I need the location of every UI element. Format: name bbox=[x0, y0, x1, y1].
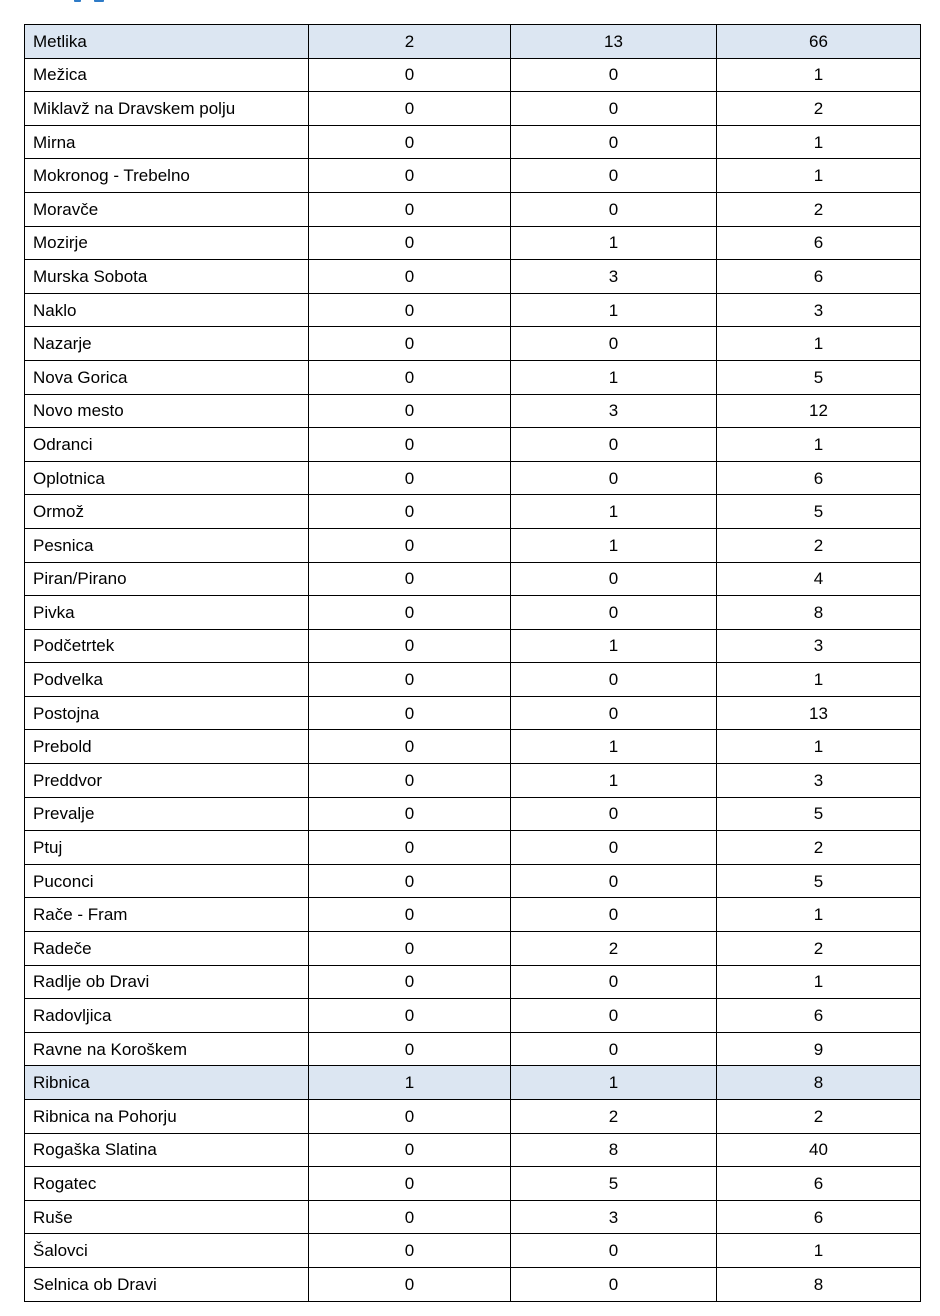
municipality-name-cell: Radovljica bbox=[25, 999, 309, 1033]
value-cell-col3: 6 bbox=[717, 260, 921, 294]
value-cell-col2: 0 bbox=[511, 696, 717, 730]
municipality-name-cell: Pesnica bbox=[25, 528, 309, 562]
value-cell-col3: 6 bbox=[717, 1167, 921, 1201]
value-cell-col3: 2 bbox=[717, 932, 921, 966]
value-cell-col1: 0 bbox=[309, 58, 511, 92]
municipality-name-cell: Ormož bbox=[25, 495, 309, 529]
value-cell-col3: 2 bbox=[717, 92, 921, 126]
value-cell-col2: 0 bbox=[511, 965, 717, 999]
table-row bbox=[25, 226, 921, 260]
value-cell-col1: 0 bbox=[309, 360, 511, 394]
municipality-name-cell: Ravne na Koroškem bbox=[25, 1032, 309, 1066]
value-cell-col3: 5 bbox=[717, 495, 921, 529]
table-row bbox=[25, 495, 921, 529]
value-cell-col2: 13 bbox=[511, 25, 717, 59]
municipality-name-cell: Pivka bbox=[25, 596, 309, 630]
value-cell-col1: 0 bbox=[309, 1234, 511, 1268]
value-cell-col2: 0 bbox=[511, 428, 717, 462]
value-cell-col2: 0 bbox=[511, 562, 717, 596]
value-cell-col1: 0 bbox=[309, 92, 511, 126]
value-cell-col3: 2 bbox=[717, 192, 921, 226]
value-cell-col1: 0 bbox=[309, 663, 511, 697]
value-cell-col1: 0 bbox=[309, 461, 511, 495]
municipality-name-cell: Preddvor bbox=[25, 764, 309, 798]
value-cell-col1: 0 bbox=[309, 226, 511, 260]
municipality-name-cell: Miklavž na Dravskem polju bbox=[25, 92, 309, 126]
value-cell-col1: 2 bbox=[309, 25, 511, 59]
table-row bbox=[25, 92, 921, 126]
value-cell-col1: 0 bbox=[309, 260, 511, 294]
value-cell-col2: 0 bbox=[511, 663, 717, 697]
municipality-name-cell: Ribnica na Pohorju bbox=[25, 1100, 309, 1134]
table-row bbox=[25, 864, 921, 898]
value-cell-col1: 0 bbox=[309, 965, 511, 999]
municipality-name-cell: Novo mesto bbox=[25, 394, 309, 428]
value-cell-col1: 0 bbox=[309, 730, 511, 764]
table-row bbox=[25, 1066, 921, 1100]
table-row bbox=[25, 663, 921, 697]
municipality-name-cell: Ruše bbox=[25, 1200, 309, 1234]
municipality-name-cell: Šalovci bbox=[25, 1234, 309, 1268]
table-row bbox=[25, 293, 921, 327]
value-cell-col3: 5 bbox=[717, 864, 921, 898]
value-cell-col3: 1 bbox=[717, 125, 921, 159]
table-row bbox=[25, 596, 921, 630]
value-cell-col3: 8 bbox=[717, 1267, 921, 1301]
value-cell-col2: 1 bbox=[511, 360, 717, 394]
value-cell-col3: 3 bbox=[717, 764, 921, 798]
municipality-name-cell: Podčetrtek bbox=[25, 629, 309, 663]
value-cell-col1: 0 bbox=[309, 1133, 511, 1167]
municipality-name-cell: Nova Gorica bbox=[25, 360, 309, 394]
table-row bbox=[25, 1032, 921, 1066]
value-cell-col1: 0 bbox=[309, 864, 511, 898]
municipality-name-cell: Radlje ob Dravi bbox=[25, 965, 309, 999]
value-cell-col3: 3 bbox=[717, 629, 921, 663]
value-cell-col1: 0 bbox=[309, 999, 511, 1033]
value-cell-col1: 0 bbox=[309, 764, 511, 798]
value-cell-col3: 1 bbox=[717, 159, 921, 193]
municipality-name-cell: Murska Sobota bbox=[25, 260, 309, 294]
value-cell-col3: 1 bbox=[717, 1234, 921, 1268]
value-cell-col2: 3 bbox=[511, 1200, 717, 1234]
value-cell-col2: 0 bbox=[511, 898, 717, 932]
value-cell-col1: 0 bbox=[309, 1167, 511, 1201]
table-row bbox=[25, 965, 921, 999]
value-cell-col2: 3 bbox=[511, 394, 717, 428]
value-cell-col3: 2 bbox=[717, 528, 921, 562]
municipality-name-cell: Odranci bbox=[25, 428, 309, 462]
table-row bbox=[25, 730, 921, 764]
value-cell-col2: 0 bbox=[511, 1234, 717, 1268]
value-cell-col3: 4 bbox=[717, 562, 921, 596]
table-row bbox=[25, 25, 921, 59]
value-cell-col1: 0 bbox=[309, 1267, 511, 1301]
municipality-name-cell: Nazarje bbox=[25, 327, 309, 361]
value-cell-col2: 1 bbox=[511, 764, 717, 798]
municipality-name-cell: Ribnica bbox=[25, 1066, 309, 1100]
value-cell-col3: 1 bbox=[717, 898, 921, 932]
value-cell-col1: 0 bbox=[309, 495, 511, 529]
municipality-name-cell: Rogaška Slatina bbox=[25, 1133, 309, 1167]
value-cell-col1: 0 bbox=[309, 1200, 511, 1234]
table-row bbox=[25, 1133, 921, 1167]
municipality-name-cell: Rogatec bbox=[25, 1167, 309, 1201]
table-row bbox=[25, 260, 921, 294]
value-cell-col3: 6 bbox=[717, 461, 921, 495]
value-cell-col1: 0 bbox=[309, 528, 511, 562]
table-row bbox=[25, 428, 921, 462]
value-cell-col1: 0 bbox=[309, 596, 511, 630]
value-cell-col2: 0 bbox=[511, 999, 717, 1033]
cutoff-heading-remnant bbox=[24, 0, 164, 4]
value-cell-col1: 1 bbox=[309, 1066, 511, 1100]
value-cell-col3: 1 bbox=[717, 58, 921, 92]
value-cell-col1: 0 bbox=[309, 1032, 511, 1066]
value-cell-col3: 8 bbox=[717, 596, 921, 630]
value-cell-col3: 1 bbox=[717, 965, 921, 999]
municipality-name-cell: Mozirje bbox=[25, 226, 309, 260]
value-cell-col3: 2 bbox=[717, 1100, 921, 1134]
value-cell-col1: 0 bbox=[309, 428, 511, 462]
table-row bbox=[25, 360, 921, 394]
table-row bbox=[25, 327, 921, 361]
value-cell-col1: 0 bbox=[309, 831, 511, 865]
value-cell-col2: 0 bbox=[511, 461, 717, 495]
value-cell-col2: 0 bbox=[511, 159, 717, 193]
table-row bbox=[25, 764, 921, 798]
municipality-name-cell: Radeče bbox=[25, 932, 309, 966]
value-cell-col2: 3 bbox=[511, 260, 717, 294]
municipality-name-cell: Moravče bbox=[25, 192, 309, 226]
value-cell-col1: 0 bbox=[309, 394, 511, 428]
value-cell-col3: 6 bbox=[717, 1200, 921, 1234]
table-row bbox=[25, 1100, 921, 1134]
value-cell-col2: 1 bbox=[511, 495, 717, 529]
value-cell-col2: 0 bbox=[511, 1267, 717, 1301]
value-cell-col2: 0 bbox=[511, 831, 717, 865]
value-cell-col3: 6 bbox=[717, 226, 921, 260]
municipality-name-cell: Piran/Pirano bbox=[25, 562, 309, 596]
municipality-name-cell: Rače - Fram bbox=[25, 898, 309, 932]
value-cell-col1: 0 bbox=[309, 797, 511, 831]
value-cell-col2: 5 bbox=[511, 1167, 717, 1201]
municipality-name-cell: Prebold bbox=[25, 730, 309, 764]
value-cell-col1: 0 bbox=[309, 562, 511, 596]
table-row bbox=[25, 696, 921, 730]
value-cell-col2: 1 bbox=[511, 730, 717, 764]
value-cell-col3: 13 bbox=[717, 696, 921, 730]
value-cell-col2: 1 bbox=[511, 226, 717, 260]
value-cell-col3: 66 bbox=[717, 25, 921, 59]
value-cell-col3: 1 bbox=[717, 327, 921, 361]
value-cell-col2: 1 bbox=[511, 528, 717, 562]
value-cell-col2: 0 bbox=[511, 864, 717, 898]
municipality-name-cell: Naklo bbox=[25, 293, 309, 327]
value-cell-col2: 0 bbox=[511, 92, 717, 126]
table-row bbox=[25, 394, 921, 428]
table-row bbox=[25, 125, 921, 159]
table-row bbox=[25, 1267, 921, 1301]
value-cell-col3: 5 bbox=[717, 797, 921, 831]
table-row bbox=[25, 932, 921, 966]
value-cell-col1: 0 bbox=[309, 932, 511, 966]
value-cell-col2: 0 bbox=[511, 1032, 717, 1066]
value-cell-col3: 5 bbox=[717, 360, 921, 394]
value-cell-col1: 0 bbox=[309, 159, 511, 193]
value-cell-col1: 0 bbox=[309, 327, 511, 361]
table-row bbox=[25, 1200, 921, 1234]
value-cell-col1: 0 bbox=[309, 696, 511, 730]
value-cell-col1: 0 bbox=[309, 125, 511, 159]
municipality-name-cell: Metlika bbox=[25, 25, 309, 59]
value-cell-col2: 0 bbox=[511, 797, 717, 831]
value-cell-col3: 2 bbox=[717, 831, 921, 865]
value-cell-col1: 0 bbox=[309, 1100, 511, 1134]
value-cell-col3: 8 bbox=[717, 1066, 921, 1100]
value-cell-col2: 0 bbox=[511, 125, 717, 159]
value-cell-col2: 0 bbox=[511, 58, 717, 92]
value-cell-col2: 1 bbox=[511, 629, 717, 663]
table-row bbox=[25, 1167, 921, 1201]
table-row bbox=[25, 528, 921, 562]
value-cell-col2: 0 bbox=[511, 596, 717, 630]
municipality-name-cell: Prevalje bbox=[25, 797, 309, 831]
value-cell-col2: 8 bbox=[511, 1133, 717, 1167]
value-cell-col3: 6 bbox=[717, 999, 921, 1033]
municipality-name-cell: Selnica ob Dravi bbox=[25, 1267, 309, 1301]
value-cell-col1: 0 bbox=[309, 192, 511, 226]
value-cell-col2: 0 bbox=[511, 327, 717, 361]
municipality-table bbox=[24, 24, 921, 1302]
municipality-name-cell: Mokronog - Trebelno bbox=[25, 159, 309, 193]
municipality-name-cell: Oplotnica bbox=[25, 461, 309, 495]
value-cell-col3: 40 bbox=[717, 1133, 921, 1167]
table-row bbox=[25, 629, 921, 663]
value-cell-col1: 0 bbox=[309, 293, 511, 327]
municipality-name-cell: Mežica bbox=[25, 58, 309, 92]
value-cell-col2: 1 bbox=[511, 1066, 717, 1100]
municipality-name-cell: Postojna bbox=[25, 696, 309, 730]
municipality-name-cell: Podvelka bbox=[25, 663, 309, 697]
table-row bbox=[25, 831, 921, 865]
table-body bbox=[25, 25, 921, 1302]
table-row bbox=[25, 797, 921, 831]
value-cell-col1: 0 bbox=[309, 898, 511, 932]
table-row bbox=[25, 192, 921, 226]
value-cell-col3: 1 bbox=[717, 663, 921, 697]
value-cell-col1: 0 bbox=[309, 629, 511, 663]
table-row bbox=[25, 1234, 921, 1268]
value-cell-col3: 9 bbox=[717, 1032, 921, 1066]
value-cell-col3: 1 bbox=[717, 428, 921, 462]
municipality-name-cell: Puconci bbox=[25, 864, 309, 898]
value-cell-col2: 2 bbox=[511, 932, 717, 966]
value-cell-col2: 0 bbox=[511, 192, 717, 226]
table-row bbox=[25, 562, 921, 596]
table-row bbox=[25, 898, 921, 932]
value-cell-col2: 1 bbox=[511, 293, 717, 327]
table-row bbox=[25, 58, 921, 92]
municipality-name-cell: Mirna bbox=[25, 125, 309, 159]
municipality-name-cell: Ptuj bbox=[25, 831, 309, 865]
value-cell-col3: 12 bbox=[717, 394, 921, 428]
table-row bbox=[25, 999, 921, 1033]
value-cell-col3: 3 bbox=[717, 293, 921, 327]
table-row bbox=[25, 461, 921, 495]
value-cell-col3: 1 bbox=[717, 730, 921, 764]
value-cell-col2: 2 bbox=[511, 1100, 717, 1134]
table-row bbox=[25, 159, 921, 193]
